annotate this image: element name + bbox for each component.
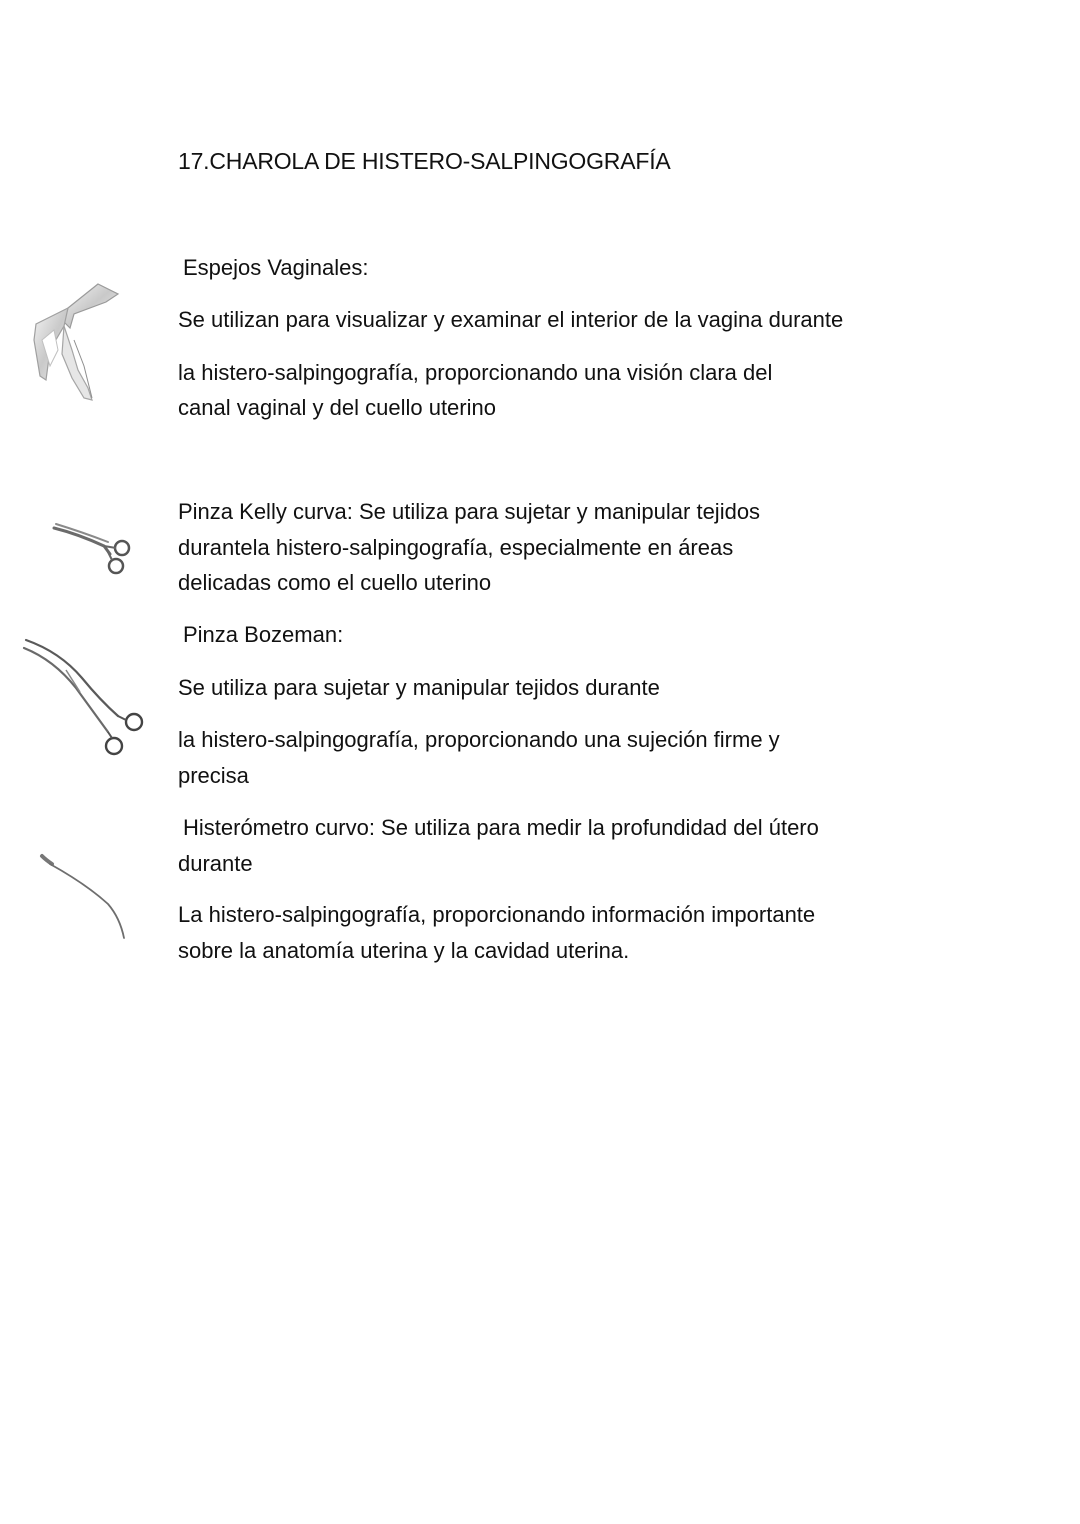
section-text-line: La histero-salpingografía, proporcionando información importante	[178, 902, 816, 927]
section-text-line: durante	[178, 851, 253, 876]
section-text-line: delicadas como el cuello uterino	[178, 570, 492, 595]
section-text-line: Histerómetro curvo: Se utiliza para medir la profundidad del útero	[183, 815, 819, 840]
bozeman-forceps-icon	[20, 630, 150, 760]
section-text-line: canal vaginal y del cuello uterino	[178, 395, 496, 420]
curved-hysterometer-icon	[34, 850, 134, 945]
section-text-line: precisa	[178, 763, 249, 788]
section-heading: Pinza Bozeman:	[183, 622, 344, 647]
page-title: 17.CHAROLA DE HISTERO-SALPINGOGRAFÍA	[178, 148, 671, 174]
section-text-line: la histero-salpingografía, proporcionando una visión clara del	[178, 360, 773, 385]
section-text-line: Se utiliza para sujetar y manipular tejidos durante	[178, 675, 660, 700]
kelly-forceps-icon	[48, 518, 138, 580]
vaginal-speculum-icon	[28, 280, 123, 405]
section-text-line: la histero-salpingografía, proporcionando una sujeción firme y	[178, 727, 780, 752]
section-text-line: sobre la anatomía uterina y la cavidad uterina.	[178, 938, 630, 963]
section-heading: Espejos Vaginales:	[183, 255, 369, 280]
section-text-line: Pinza Kelly curva: Se utiliza para sujetar y manipular tejidos	[178, 499, 761, 524]
section-text-line: durantela histero-salpingografía, especialmente en áreas	[178, 535, 734, 560]
section-text-line: Se utilizan para visualizar y examinar el interior de la vagina durante	[178, 307, 844, 332]
